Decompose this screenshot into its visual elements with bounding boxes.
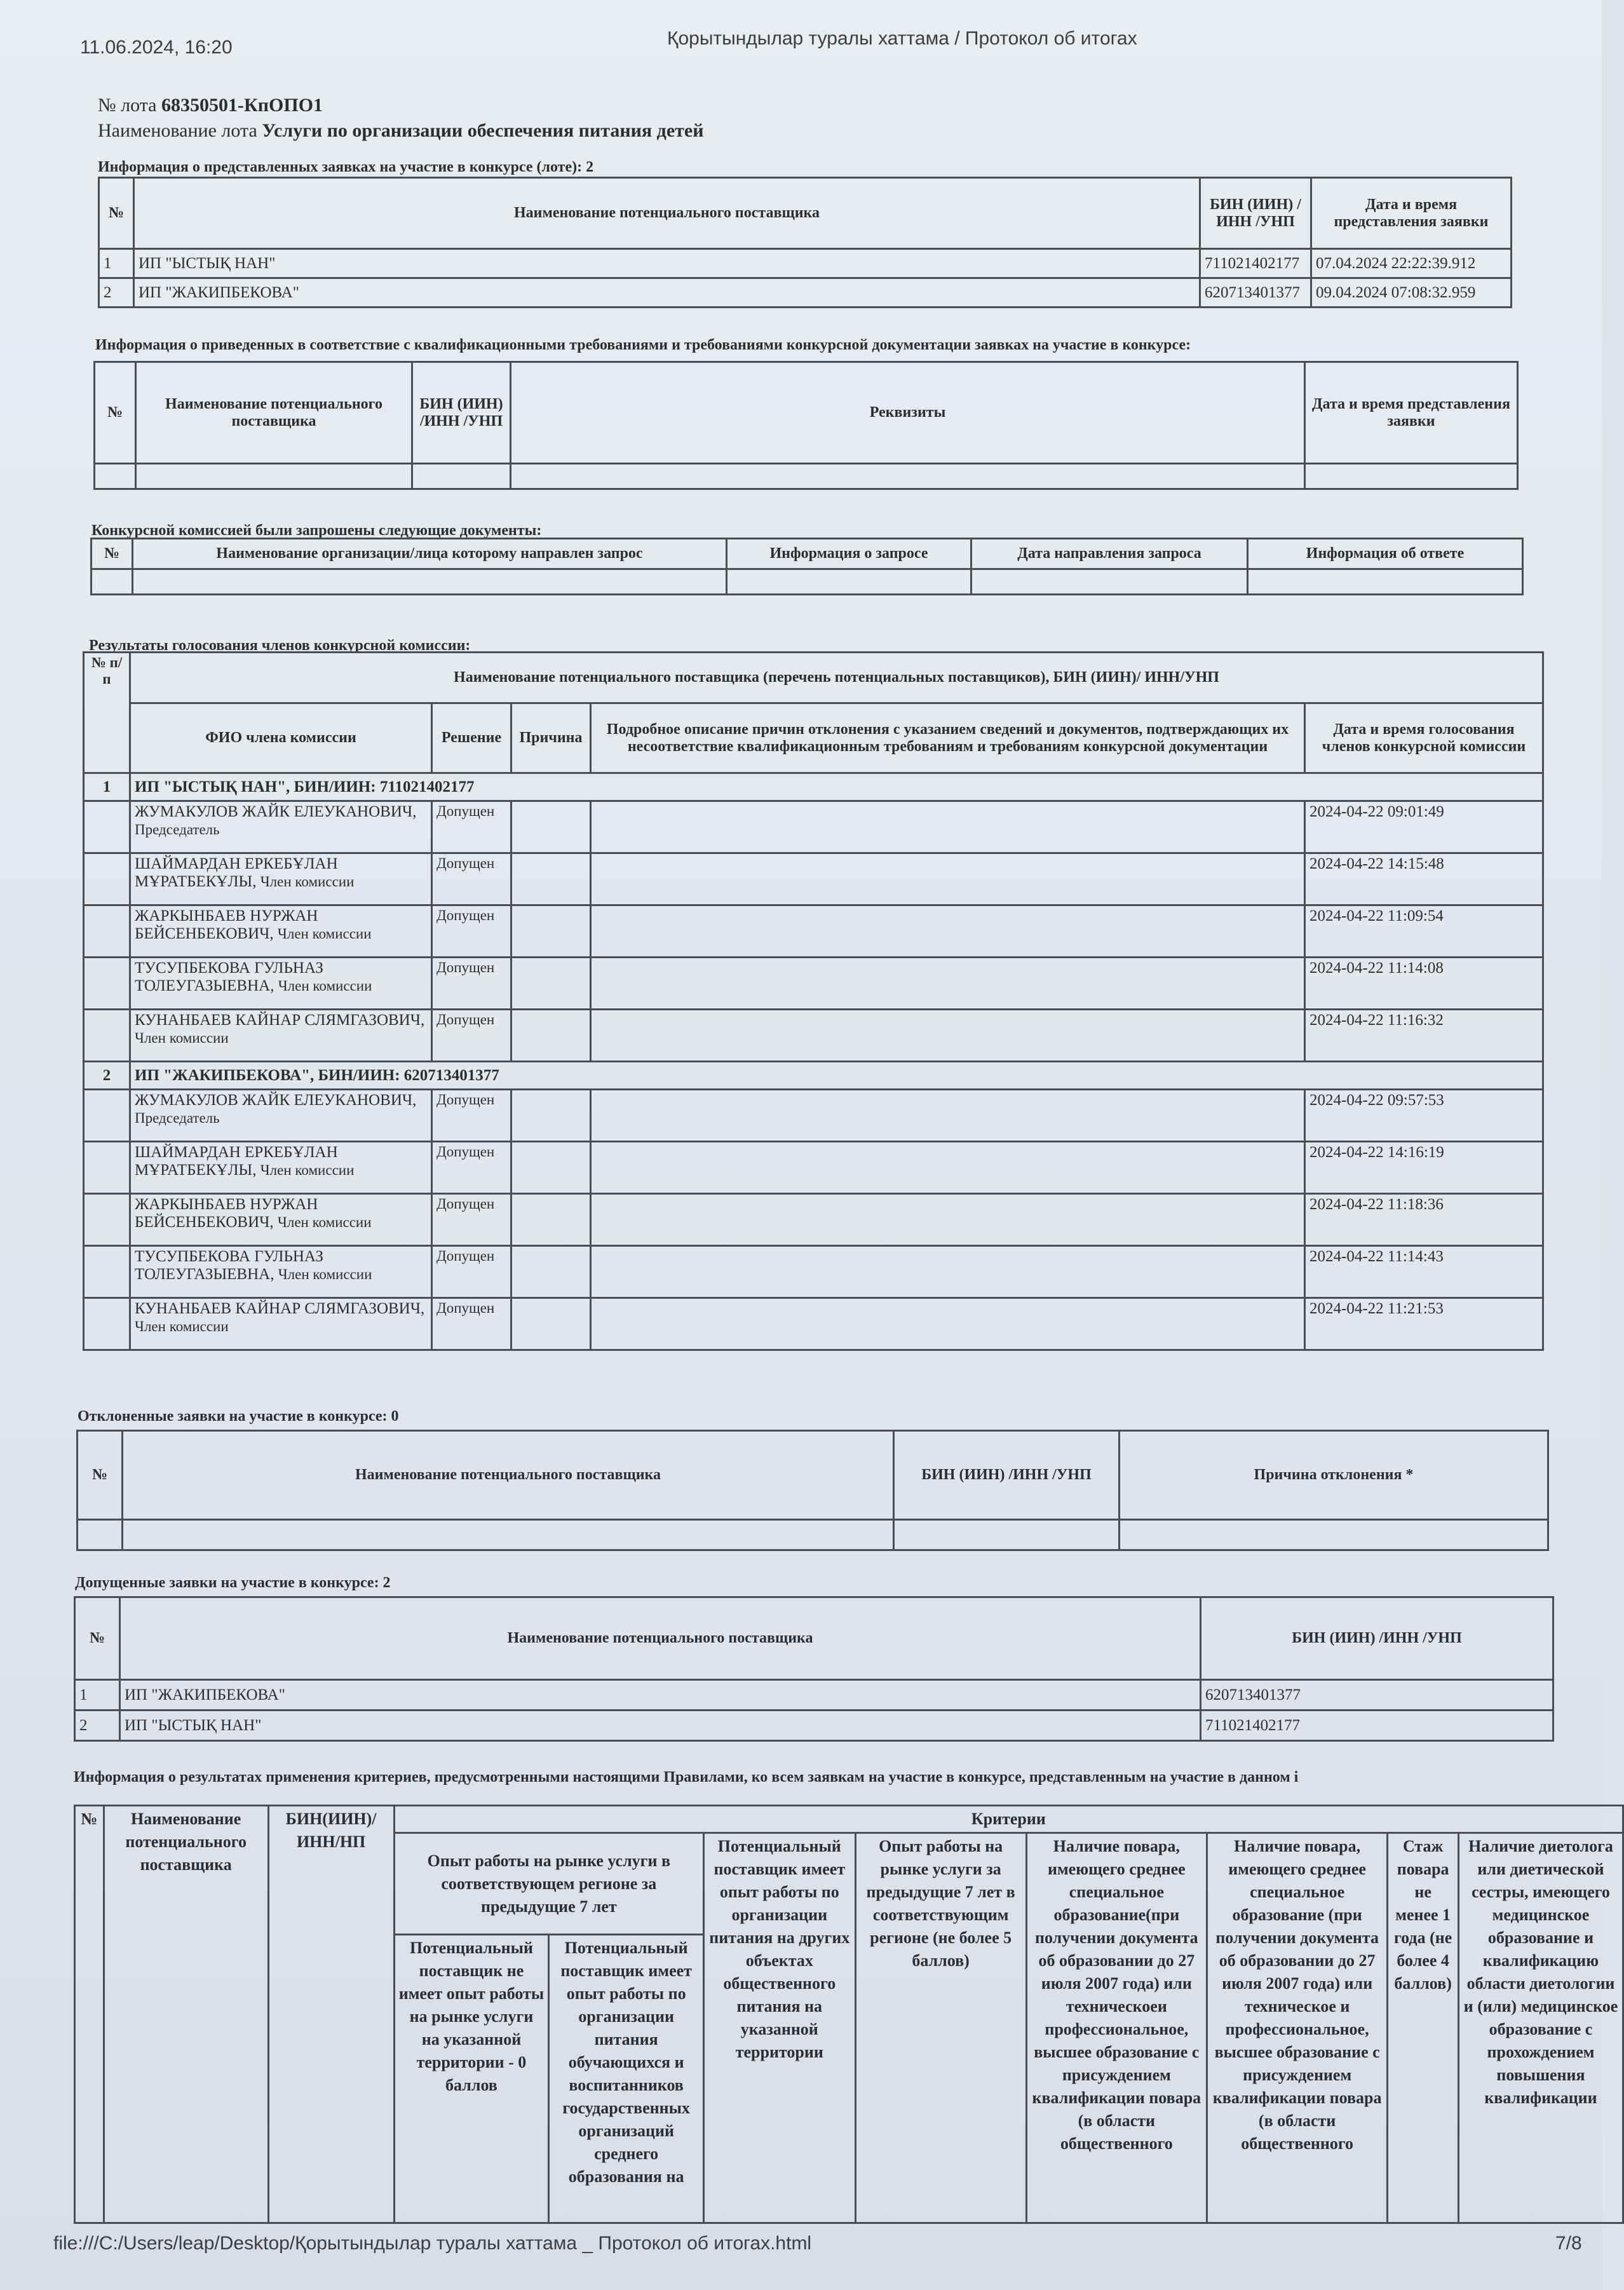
member-role: Член комиссии: [260, 874, 355, 890]
member-fullname: КУНАНБАЕВ КАЙНАР СЛЯМГАЗОВИЧ: [135, 1300, 421, 1317]
table-row: [75, 1711, 1553, 1741]
supplier-bin: 711021402177: [1200, 249, 1311, 278]
member-name: ЖУМАКУЛОВ ЖАЙК ЕЛЕУКАНОВИЧ, Председатель: [130, 1090, 432, 1142]
vote-row: [84, 801, 1543, 853]
vote-description: [591, 1246, 1305, 1298]
print-datetime: 11.06.2024, 16:20: [80, 37, 233, 58]
submission-date: 09.04.2024 07:08:32.959: [1311, 278, 1512, 308]
member-fullname: ШАЙМАРДАН ЕРКЕБҰЛАН МҰРАТБЕКҰЛЫ: [135, 855, 338, 890]
vote-description: [591, 1090, 1305, 1142]
vote-row: [84, 958, 1543, 1010]
col-no: №: [95, 362, 136, 464]
vote-date: 2024-04-22 11:14:43: [1305, 1246, 1543, 1298]
member-name: ЖУМАКУЛОВ ЖАЙК ЕЛЕУКАНОВИЧ, Председатель: [130, 801, 432, 853]
member-role: Член комиссии: [135, 1030, 229, 1046]
group-supplier: ИП "ЖАКИПБЕКОВА", БИН/ИИН: 620713401377: [130, 1062, 1543, 1090]
col-bin: БИН (ИИН) /ИНН /УНП: [1201, 1597, 1553, 1680]
empty-row: [78, 1520, 1548, 1550]
vote-reason: [511, 853, 591, 905]
col-school-catering-experience: Потенциальный поставщик имеет опыт работы по организации питания обучающихся и воспитанников государственных организаций среднего образования на: [549, 1935, 704, 2223]
vote-description: [591, 958, 1305, 1010]
lot-number: [98, 93, 703, 118]
vote-decision: Допущен: [432, 1090, 511, 1142]
supplier-group-row: [84, 1062, 1543, 1090]
col-request-info: Информация о запросе: [727, 539, 971, 569]
member-fullname: ЖУМАКУЛОВ ЖАЙК ЕЛЕУКАНОВИЧ: [135, 1092, 413, 1109]
submitted-table: [98, 177, 1512, 308]
rejected-title: Отклоненные заявки на участие в конкурсе: 0: [78, 1408, 399, 1425]
supplier-bin: 620713401377: [1201, 1680, 1553, 1711]
vote-row: [84, 1194, 1543, 1246]
vote-row: [84, 853, 1543, 905]
row-no: 1: [75, 1680, 120, 1711]
member-fullname: ЖУМАКУЛОВ ЖАЙК ЕЛЕУКАНОВИЧ: [135, 803, 413, 820]
vote-date: 2024-04-22 11:16:32: [1305, 1010, 1543, 1062]
col-region-experience: Опыт работы на рынке услуги за предыдущие 7 лет в соответствующим регионе (не более 5 баллов): [855, 1833, 1026, 2223]
member-role: Член комиссии: [260, 1162, 355, 1178]
lot-number-label: № лота: [98, 95, 157, 116]
page-number: 7/8: [1555, 2233, 1582, 2254]
vote-reason: [511, 958, 591, 1010]
requests-title: Конкурсной комиссией были запрошены следующие документы:: [91, 522, 542, 539]
voting-table: [83, 651, 1544, 1351]
vote-date: 2024-04-22 11:09:54: [1305, 905, 1543, 958]
vote-description: [591, 1010, 1305, 1062]
table-row: [99, 278, 1512, 308]
col-vote-date: Дата и время голосования членов конкурсной комиссии: [1305, 703, 1543, 773]
member-role: Председатель: [135, 1110, 220, 1126]
member-name: КУНАНБАЕВ КАЙНАР СЛЯМГАЗОВИЧ, Член комиссии: [130, 1298, 432, 1350]
vote-row: [84, 1010, 1543, 1062]
col-supplier: Наименование потенциального поставщика: [134, 178, 1200, 249]
vote-row: [84, 1090, 1543, 1142]
col-no: №: [75, 1806, 104, 2223]
vote-date: 2024-04-22 14:15:48: [1305, 853, 1543, 905]
group-no: 1: [84, 773, 130, 801]
vote-reason: [511, 1246, 591, 1298]
row-no: 1: [99, 249, 134, 278]
vote-reason: [511, 905, 591, 958]
criteria-table: [74, 1805, 1624, 2224]
col-no: №: [75, 1597, 120, 1680]
lot-name-value: Услуги по организации обеспечения питания детей: [262, 120, 704, 141]
col-cook-seniority: Стаж повара не менее 1 года (не более 4 баллов): [1388, 1833, 1459, 2223]
col-dietitian: Наличие диетолога или диетической сестры, имеющего медицинское образование и квалификацию области диетологии и (или) медицинское образование с прохождением повышения квалификации: [1458, 1833, 1623, 2223]
vote-decision: Допущен: [432, 1194, 511, 1246]
vote-description: [591, 1298, 1305, 1350]
col-decision: Решение: [432, 703, 511, 773]
file-path: file:///C:/Users/leap/Desktop/Қорытындылар туралы хаттама _ Протокол об итогах.html: [53, 2233, 812, 2254]
col-bin: БИН(ИИН)/ ИНН/НП: [268, 1806, 394, 2223]
vote-description: [591, 1142, 1305, 1194]
row-no: 2: [75, 1711, 120, 1741]
member-role: Член комиссии: [277, 1214, 372, 1230]
supplier-name: ИП "ЫСТЫҚ НАН": [120, 1711, 1201, 1741]
supplier-bin: 620713401377: [1200, 278, 1311, 308]
vote-row: [84, 1246, 1543, 1298]
member-fullname: ЖАРКЫНБАЕВ НУРЖАН БЕЙСЕНБЕКОВИЧ: [135, 907, 318, 942]
vote-description: [591, 905, 1305, 958]
member-name: ШАЙМАРДАН ЕРКЕБҰЛАН МҰРАТБЕКҰЛЫ, Член комиссии: [130, 1142, 432, 1194]
col-date: Дата и время представления заявки: [1305, 362, 1518, 464]
col-supplier: Наименование потенциального поставщика: [123, 1431, 894, 1520]
member-fullname: ТУСУПБЕКОВА ГУЛЬНАЗ ТОЛЕУГАЗЫЕВНА: [135, 1248, 323, 1283]
member-role: Член комиссии: [277, 926, 372, 942]
col-description: Подробное описание причин отклонения с указанием сведений и документов, подтверждающих их несоответствие квалификационным требованиям и требованиям конкурсной документации: [591, 703, 1305, 773]
member-fullname: ТУСУПБЕКОВА ГУЛЬНАЗ ТОЛЕУГАЗЫЕВНА: [135, 959, 323, 994]
supplier-name: ИП "ЖАКИПБЕКОВА": [134, 278, 1200, 308]
supplier-bin: 711021402177: [1201, 1711, 1553, 1741]
vote-decision: Допущен: [432, 1246, 511, 1298]
empty-row: [91, 569, 1523, 595]
col-other-objects-experience: Потенциальный поставщик имеет опыт работы по организации питания на других объектах общественного питания на указанной территории: [703, 1833, 855, 2223]
col-cook-education-2: Наличие повара, имеющего среднее специальное образование (при получении документа об образовании до 27 июля 2007 года) или техническое и профессиональное, высшее образование с присуждением квалификации повара (в области общественного: [1207, 1833, 1387, 2223]
vote-row: [84, 1142, 1543, 1194]
criteria-title: Информация о результатах применения критериев, предусмотренными настоящими Правилами, ко всем заявкам на участие в конкурсе, представленным на участие в данном і: [74, 1769, 1299, 1785]
member-fullname: ШАЙМАРДАН ЕРКЕБҰЛАН МҰРАТБЕКҰЛЫ: [135, 1144, 338, 1179]
vote-decision: Допущен: [432, 853, 511, 905]
vote-reason: [511, 1194, 591, 1246]
lot-number-value: 68350501-КпОПО1: [161, 95, 323, 116]
vote-description: [591, 853, 1305, 905]
vote-reason: [511, 1298, 591, 1350]
col-no: №: [78, 1431, 123, 1520]
group-supplier: ИП "ЫСТЫҚ НАН", БИН/ИИН: 711021402177: [130, 773, 1543, 801]
member-role: Председатель: [135, 822, 220, 837]
supplier-group-row: [84, 773, 1543, 801]
requests-table: [90, 538, 1524, 595]
lot-info: [98, 93, 703, 144]
vote-date: 2024-04-22 11:21:53: [1305, 1298, 1543, 1350]
row-no: 2: [99, 278, 134, 308]
vote-reason: [511, 1142, 591, 1194]
col-no: №: [99, 178, 134, 249]
col-reason: Причина отклонения *: [1120, 1431, 1548, 1520]
table-row: [99, 249, 1512, 278]
document-title: Қорытындылар туралы хаттама / Протокол об итогах: [667, 28, 1137, 49]
vote-description: [591, 1194, 1305, 1246]
vote-date: 2024-04-22 14:16:19: [1305, 1142, 1543, 1194]
col-response-info: Информация об ответе: [1248, 539, 1523, 569]
col-requisites: Реквизиты: [511, 362, 1305, 464]
vote-reason: [511, 801, 591, 853]
supplier-name: ИП "ЖАКИПБЕКОВА": [120, 1680, 1201, 1711]
col-date: Дата и время представления заявки: [1311, 178, 1512, 249]
col-reason: Причина: [511, 703, 591, 773]
vote-description: [591, 801, 1305, 853]
lot-name: [98, 118, 703, 144]
vote-decision: Допущен: [432, 905, 511, 958]
member-name: ТУСУПБЕКОВА ГУЛЬНАЗ ТОЛЕУГАЗЫЕВНА, Член комиссии: [130, 1246, 432, 1298]
vote-reason: [511, 1010, 591, 1062]
voting-title: Результаты голосования членов конкурсной комиссии:: [89, 637, 471, 654]
col-supplier: Наименование потенциального поставщика: [136, 362, 412, 464]
empty-row: [95, 464, 1518, 489]
vote-date: 2024-04-22 09:01:49: [1305, 801, 1543, 853]
vote-decision: Допущен: [432, 801, 511, 853]
group-no: 2: [84, 1062, 130, 1090]
vote-decision: Допущен: [432, 1298, 511, 1350]
vote-date: 2024-04-22 09:57:53: [1305, 1090, 1543, 1142]
member-name: ЖАРКЫНБАЕВ НУРЖАН БЕЙСЕНБЕКОВИЧ, Член комиссии: [130, 905, 432, 958]
vote-date: 2024-04-22 11:14:08: [1305, 958, 1543, 1010]
col-supplier: Наименование потенциального поставщика: [120, 1597, 1201, 1680]
col-no-experience: Потенциальный поставщик не имеет опыт работы на рынке услуги на указанной территории - 0 баллов: [394, 1935, 549, 2223]
vote-row: [84, 1298, 1543, 1350]
member-fullname: ЖАРКЫНБАЕВ НУРЖАН БЕЙСЕНБЕКОВИЧ: [135, 1196, 318, 1231]
member-name: ШАЙМАРДАН ЕРКЕБҰЛАН МҰРАТБЕКҰЛЫ, Член комиссии: [130, 853, 432, 905]
vote-decision: Допущен: [432, 1142, 511, 1194]
col-bin: БИН (ИИН) /ИНН /УНП: [894, 1431, 1120, 1520]
supplier-name: ИП "ЫСТЫҚ НАН": [134, 249, 1200, 278]
table-row: [75, 1680, 1553, 1711]
member-role: Член комиссии: [278, 1266, 372, 1282]
rejected-table: [76, 1430, 1549, 1551]
col-recipient: Наименование организации/лица которому направлен запрос: [133, 539, 727, 569]
conformed-table: [93, 361, 1519, 490]
vote-row: [84, 905, 1543, 958]
col-experience-group: Опыт работы на рынке услуги в соответствующем регионе за предыдущие 7 лет: [394, 1833, 703, 1935]
submitted-title: Информация о представленных заявках на участие в конкурсе (лоте): 2: [98, 159, 594, 175]
vote-reason: [511, 1090, 591, 1142]
member-name: ТУСУПБЕКОВА ГУЛЬНАЗ ТОЛЕУГАЗЫЕВНА, Член комиссии: [130, 958, 432, 1010]
col-no: №: [91, 539, 133, 569]
col-supplier: Наименование потенциального поставщика (перечень потенциальных поставщиков), БИН (ИИН)/ ИНН/УНП: [130, 653, 1543, 703]
col-member: ФИО члена комиссии: [130, 703, 432, 773]
member-fullname: КУНАНБАЕВ КАЙНАР СЛЯМГАЗОВИЧ: [135, 1012, 421, 1029]
vote-date: 2024-04-22 11:18:36: [1305, 1194, 1543, 1246]
admitted-table: [74, 1596, 1554, 1742]
member-role: Член комиссии: [278, 978, 372, 994]
col-request-date: Дата направления запроса: [971, 539, 1248, 569]
submission-date: 07.04.2024 22:22:39.912: [1311, 249, 1512, 278]
lot-name-label: Наименование лота: [98, 120, 257, 141]
col-no: № п/п: [84, 653, 130, 773]
vote-decision: Допущен: [432, 958, 511, 1010]
conformed-title: Информация о приведенных в соответствие с квалификационными требованиями и требованиями конкурсной документации заявках на участие в конкурсе:: [95, 337, 1191, 353]
col-criteria-group: Критерии: [394, 1806, 1623, 1833]
member-role: Член комиссии: [135, 1318, 229, 1334]
col-bin: БИН (ИИН) /ИНН /УНП: [412, 362, 511, 464]
member-name: КУНАНБАЕВ КАЙНАР СЛЯМГАЗОВИЧ, Член комиссии: [130, 1010, 432, 1062]
admitted-title: Допущенные заявки на участие в конкурсе: 2: [75, 1575, 391, 1591]
col-cook-education-1: Наличие повара, имеющего среднее специальное образование(при получении документа об образовании до 27 июля 2007 года) или техническоеи профессиональное, высшее образование с присуждением квалификации повара (в области общественного: [1026, 1833, 1207, 2223]
member-name: ЖАРКЫНБАЕВ НУРЖАН БЕЙСЕНБЕКОВИЧ, Член комиссии: [130, 1194, 432, 1246]
col-bin: БИН (ИИН) /ИНН /УНП: [1200, 178, 1311, 249]
vote-decision: Допущен: [432, 1010, 511, 1062]
col-supplier: Наименование потенциального поставщика: [104, 1806, 268, 2223]
